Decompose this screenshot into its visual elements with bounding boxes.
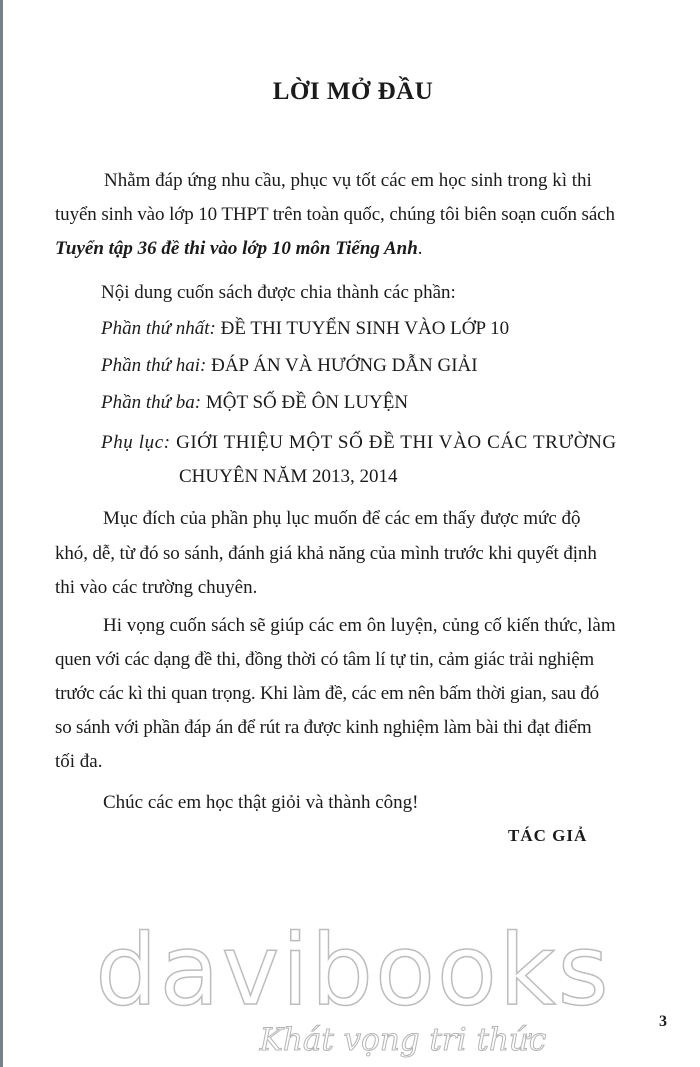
part-4-text-continued: CHUYÊN NĂM 2013, 2014 [179, 466, 398, 487]
hope-line-4: so sánh với phần đáp án để rút ra được kinh nghiệm làm bài thi đạt điểm [55, 717, 592, 738]
intro-line-3 [55, 238, 423, 260]
part-4 [101, 432, 617, 454]
intro-line-1: Nhằm đáp ứng nhu cầu, phục vụ tốt các em học sinh trong kì thi [104, 170, 592, 191]
closing-line: Chúc các em học thật giỏi và thành công! [103, 792, 419, 813]
hope-line-1: Hi vọng cuốn sách sẽ giúp các em ôn luyện, củng cố kiến thức, làm [103, 615, 616, 636]
purpose-line-3: thi vào các trường chuyên. [55, 577, 258, 598]
page-title: LỜI MỞ ĐẦU [272, 78, 434, 105]
watermark-logo: davibooks [95, 914, 611, 1028]
part-2-text: ĐÁP ÁN VÀ HƯỚNG DẪN GIẢI [211, 355, 478, 376]
intro-period: . [417, 238, 423, 259]
page-number: 3 [659, 1013, 667, 1030]
purpose-line-1: Mục đích của phần phụ lục muốn để các em thấy được mức độ [103, 508, 581, 529]
book-title: Tuyển tập 36 đề thi vào lớp 10 môn Tiếng Anh [55, 238, 418, 259]
part-1-label: Phần thứ nhất: [101, 318, 216, 339]
intro-line-2: tuyển sinh vào lớp 10 THPT trên toàn quốc, chúng tôi biên soạn cuốn sách [55, 204, 615, 225]
hope-line-2: quen với các dạng đề thi, đồng thời có tâm lí tự tin, cảm giác trải nghiệm [55, 649, 595, 670]
author-signature: TÁC GIẢ [508, 826, 588, 845]
part-3 [101, 392, 408, 414]
part-3-label: Phần thứ ba: [101, 392, 202, 413]
part-4-label: Phụ lục: [101, 432, 171, 453]
contents-intro: Nội dung cuốn sách được chia thành các phần: [101, 282, 456, 303]
part-4-text: GIỚI THIỆU MỘT SỐ ĐỀ THI VÀO CÁC TRƯỜNG [176, 432, 617, 453]
part-1-text: ĐỀ THI TUYỂN SINH VÀO LỚP 10 [220, 318, 510, 339]
hope-line-3: trước các kì thi quan trọng. Khi làm đề, các em nên bấm thời gian, sau đó [55, 683, 599, 704]
watermark-tagline: Khát vọng tri thức [259, 1022, 547, 1058]
part-2 [101, 355, 478, 377]
purpose-line-2: khó, dễ, từ đó so sánh, đánh giá khả năng của mình trước khi quyết định [55, 543, 597, 564]
part-1 [101, 318, 509, 340]
hope-line-5: tối đa. [55, 751, 103, 772]
part-3-text: MỘT SỐ ĐỀ ÔN LUYỆN [205, 392, 409, 413]
part-2-label: Phần thứ hai: [101, 355, 207, 376]
